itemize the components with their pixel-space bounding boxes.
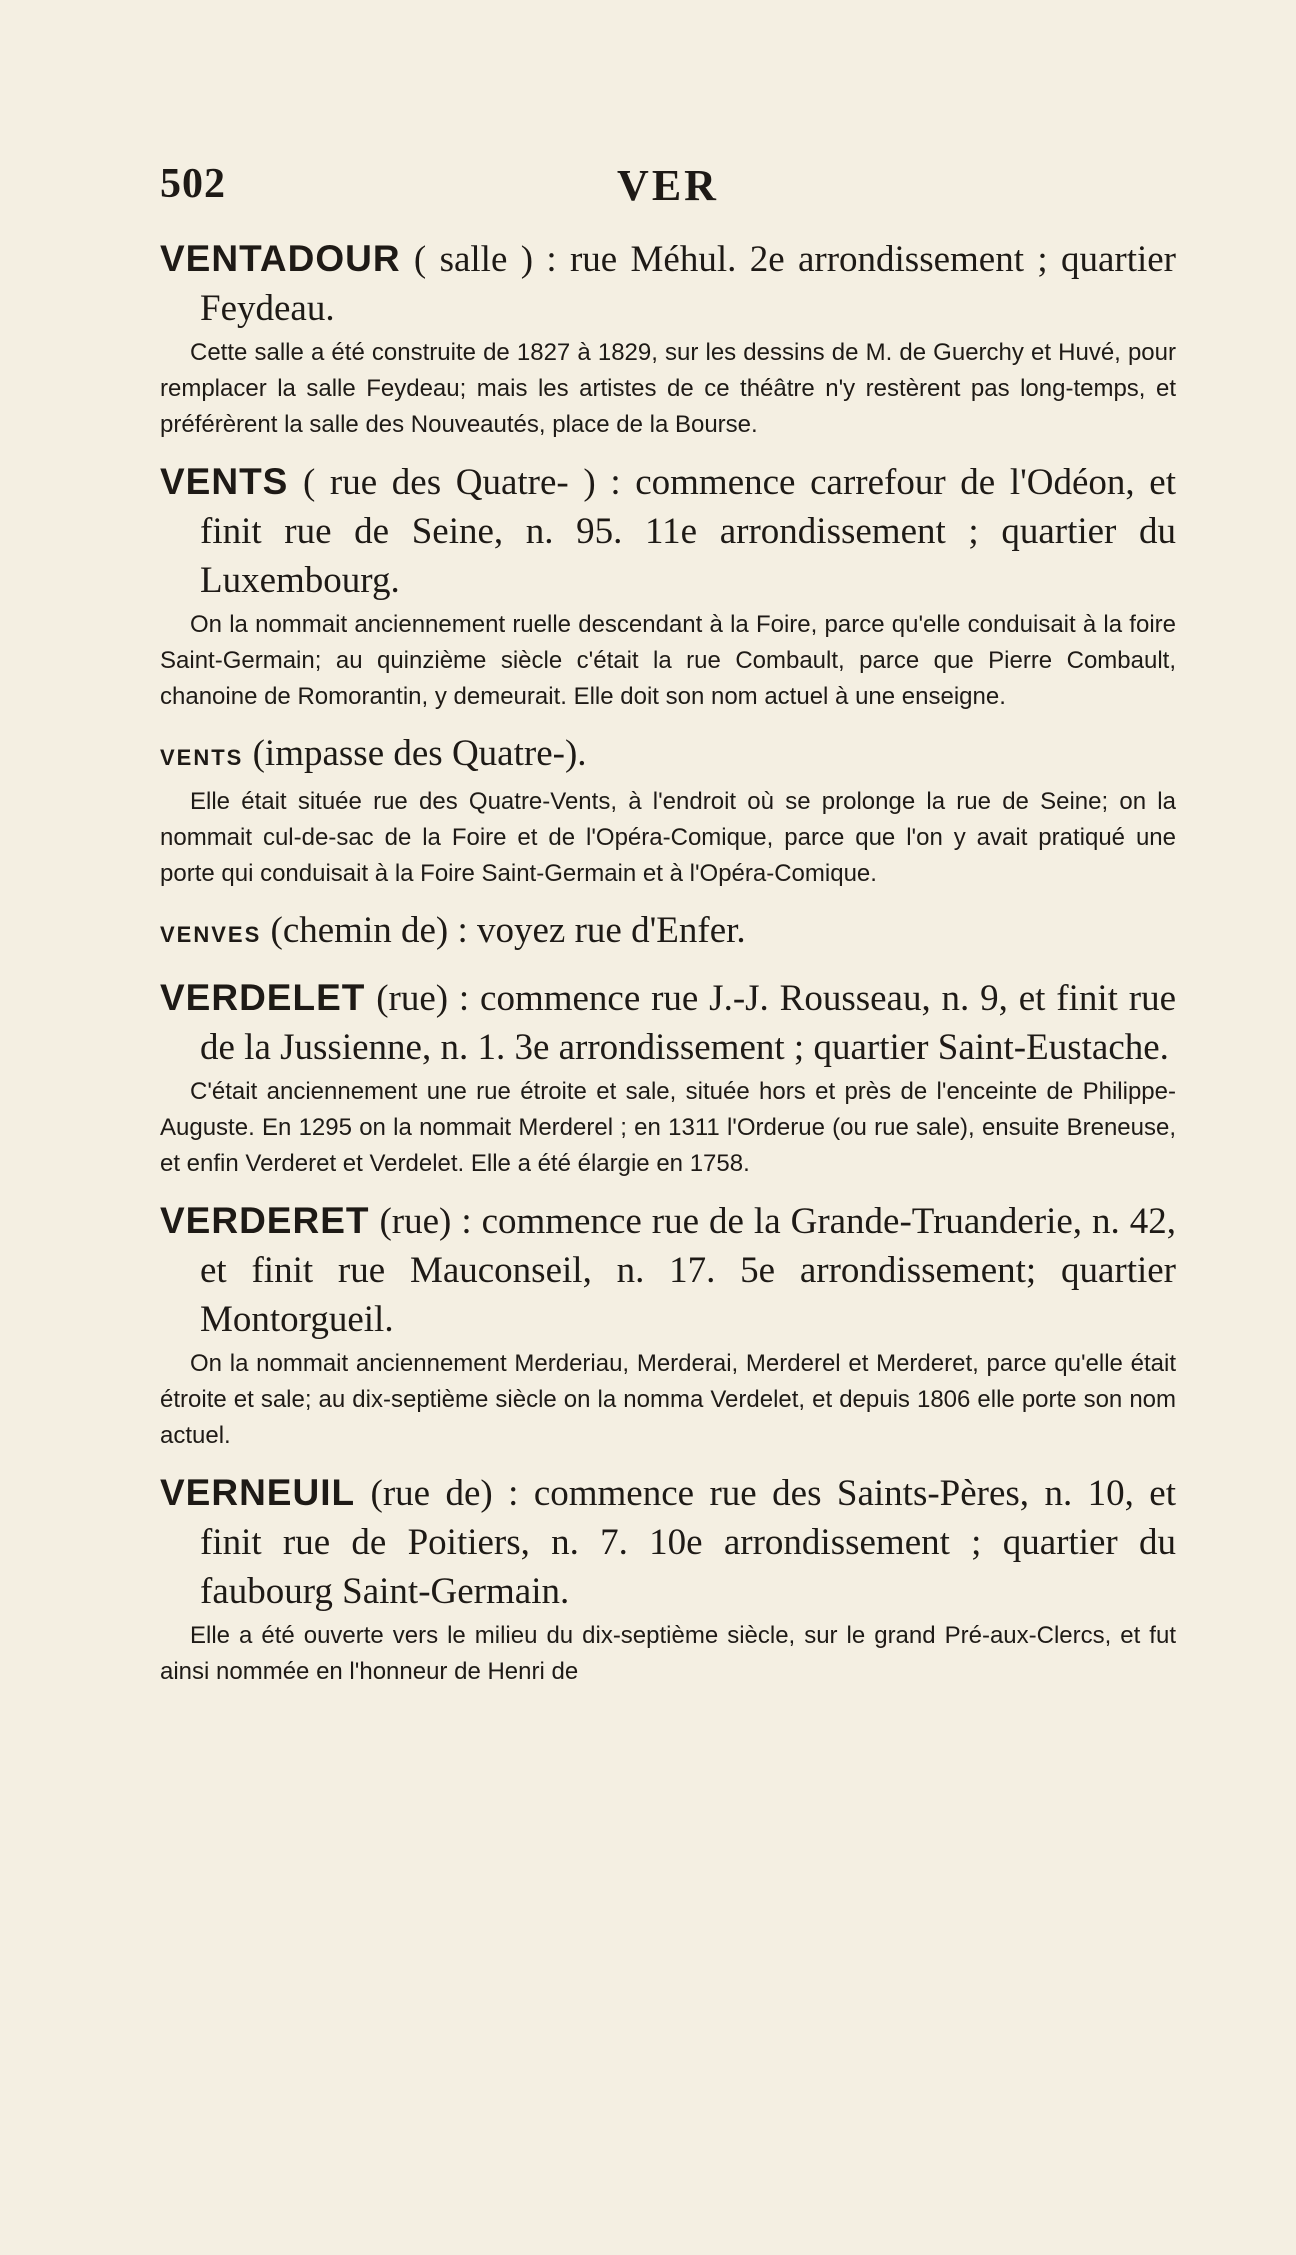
entry-headline bbox=[160, 1196, 1176, 1344]
entry-ventadour bbox=[160, 234, 1176, 443]
entry-headword: VENTS bbox=[160, 461, 289, 502]
entry-headline bbox=[160, 1468, 1176, 1616]
entry-description: (chemin de) : voyez rue d'Enfer. bbox=[261, 910, 746, 951]
entry-headword: VERDERET bbox=[160, 1200, 370, 1241]
entry-note: On la nommait anciennement ruelle descendant à la Foire, parce qu'elle conduisait à la foire Saint-Germain; au quinzième siècle c'était la rue Combault, parce que Pierre Combault, chanoine de Romorantin, y demeurait. Elle doit son nom actuel à une enseigne. bbox=[160, 611, 1176, 710]
entry-headword: VERNEUIL bbox=[160, 1472, 356, 1513]
entry-description: ( rue des Quatre- ) : commence carrefour de l'Odéon, et finit rue de Seine, n. 95. 11e arrondissement ; quartier du Luxembourg. bbox=[200, 462, 1176, 601]
entry-note: Cette salle a été construite de 1827 à 1829, sur les dessins de M. de Guerchy et Huvé, pour remplacer la salle Feydeau; mais les artistes de ce théâtre n'y restèrent pas long-temps, et préférèrent la salle des Nouveautés, place de la Bourse. bbox=[160, 339, 1176, 438]
entry-verderet bbox=[160, 1196, 1176, 1454]
entry-headword: VENTS bbox=[160, 745, 244, 770]
entry-headword: VENVES bbox=[160, 922, 262, 947]
entry-note: Elle était située rue des Quatre-Vents, à l'endroit où se prolonge la rue de Seine; on la nommait cul-de-sac de la Foire et de l'Opéra-Comique, parce que l'on y avait pratiqué une porte qui conduisait à la Foire Saint-Germain et à l'Opéra-Comique. bbox=[160, 788, 1176, 887]
entry-description: ( salle ) : rue Méhul. 2e arrondissement ; quartier Feydeau. bbox=[200, 239, 1176, 329]
entry-headword: VERDELET bbox=[160, 977, 366, 1018]
entry-headline bbox=[160, 729, 1176, 782]
entry-headline bbox=[160, 906, 1176, 959]
running-title: VER bbox=[617, 161, 719, 210]
entry-headword: VENTADOUR bbox=[160, 238, 401, 279]
entry-verdelet bbox=[160, 973, 1176, 1182]
entry-description: (impasse des Quatre-). bbox=[243, 733, 587, 774]
page-number: 502 bbox=[160, 161, 226, 207]
entry-vents-rue bbox=[160, 457, 1176, 715]
entry-headline bbox=[160, 973, 1176, 1072]
entry-verneuil bbox=[160, 1468, 1176, 1690]
entry-headline bbox=[160, 234, 1176, 333]
entry-description: (rue de) : commence rue des Saints-Pères, n. 10, et finit rue de Poitiers, n. 7. 10e arrondissement ; quartier du faubourg Saint-Germain. bbox=[200, 1473, 1176, 1612]
entry-headline bbox=[160, 457, 1176, 605]
entry-note: On la nommait anciennement Merderiau, Merderai, Merderel et Merderet, parce qu'elle était étroite et sale; au dix-septième siècle on la nomma Verdelet, et depuis 1806 elle porte son nom actuel. bbox=[160, 1350, 1176, 1449]
entry-description: (rue) : commence rue de la Grande-Truanderie, n. 42, et finit rue Mauconseil, n. 17. 5e arrondissement; quartier Montorgueil. bbox=[200, 1201, 1176, 1340]
book-page bbox=[160, 160, 1176, 1704]
entry-note: C'était anciennement une rue étroite et sale, située hors et près de l'enceinte de Philippe-Auguste. En 1295 on la nommait Merderel ; en 1311 l'Orderue (ou rue sale), ensuite Breneuse, et enfin Verderet et Verdelet. Elle a été élargie en 1758. bbox=[160, 1078, 1176, 1177]
entry-venves bbox=[160, 906, 1176, 959]
running-head bbox=[160, 160, 1176, 220]
entry-description: (rue) : commence rue J.-J. Rousseau, n. 9, et finit rue de la Jussienne, n. 1. 3e arrondissement ; quartier Saint-Eustache. bbox=[200, 978, 1176, 1068]
entry-note: Elle a été ouverte vers le milieu du dix-septième siècle, sur le grand Pré-aux-Clercs, et fut ainsi nommée en l'honneur de Henri de bbox=[160, 1622, 1176, 1685]
entry-vents-impasse bbox=[160, 729, 1176, 892]
